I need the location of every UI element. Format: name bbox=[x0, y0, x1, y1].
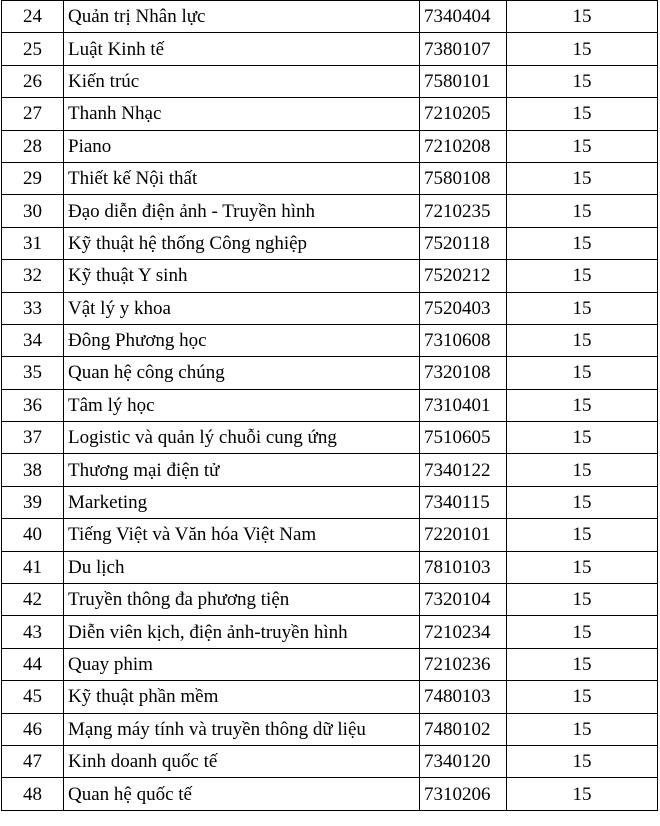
score-cell: 15 bbox=[507, 778, 658, 810]
row-number-cell: 39 bbox=[2, 486, 64, 518]
row-number-cell: 35 bbox=[2, 357, 64, 389]
table-body bbox=[2, 1, 658, 811]
major-code-cell: 7320104 bbox=[420, 584, 507, 616]
major-code-cell: 7220101 bbox=[420, 519, 507, 551]
row-number-cell: 26 bbox=[2, 65, 64, 97]
major-code-cell: 7520118 bbox=[420, 227, 507, 259]
major-code-cell: 7340115 bbox=[420, 486, 507, 518]
major-code-cell: 7580101 bbox=[420, 65, 507, 97]
major-name-cell: Tiếng Việt và Văn hóa Việt Nam bbox=[64, 519, 420, 551]
major-code-cell: 7480103 bbox=[420, 681, 507, 713]
table-row bbox=[2, 65, 658, 97]
major-name-cell: Đông Phương học bbox=[64, 324, 420, 356]
major-code-cell: 7320108 bbox=[420, 357, 507, 389]
row-number-cell: 44 bbox=[2, 648, 64, 680]
major-code-cell: 7340120 bbox=[420, 745, 507, 777]
major-code-cell: 7810103 bbox=[420, 551, 507, 583]
table-row bbox=[2, 195, 658, 227]
major-name-cell: Diễn viên kịch, điện ảnh-truyền hình bbox=[64, 616, 420, 648]
score-cell: 15 bbox=[507, 681, 658, 713]
row-number-cell: 24 bbox=[2, 1, 64, 33]
row-number-cell: 41 bbox=[2, 551, 64, 583]
score-cell: 15 bbox=[507, 260, 658, 292]
score-cell: 15 bbox=[507, 195, 658, 227]
row-number-cell: 25 bbox=[2, 33, 64, 65]
table-row bbox=[2, 33, 658, 65]
score-cell: 15 bbox=[507, 130, 658, 162]
table-row bbox=[2, 162, 658, 194]
major-name-cell: Piano bbox=[64, 130, 420, 162]
major-code-cell: 7340122 bbox=[420, 454, 507, 486]
score-cell: 15 bbox=[507, 162, 658, 194]
table-row bbox=[2, 130, 658, 162]
major-code-cell: 7310608 bbox=[420, 324, 507, 356]
table-row bbox=[2, 745, 658, 777]
table-row bbox=[2, 98, 658, 130]
row-number-cell: 28 bbox=[2, 130, 64, 162]
major-code-cell: 7210208 bbox=[420, 130, 507, 162]
row-number-cell: 46 bbox=[2, 713, 64, 745]
score-cell: 15 bbox=[507, 292, 658, 324]
major-name-cell: Quay phim bbox=[64, 648, 420, 680]
major-name-cell: Quan hệ quốc tế bbox=[64, 778, 420, 810]
table-row bbox=[2, 324, 658, 356]
row-number-cell: 43 bbox=[2, 616, 64, 648]
table-row bbox=[2, 551, 658, 583]
score-cell: 15 bbox=[507, 65, 658, 97]
row-number-cell: 37 bbox=[2, 422, 64, 454]
score-cell: 15 bbox=[507, 422, 658, 454]
major-name-cell: Luật Kinh tế bbox=[64, 33, 420, 65]
major-code-cell: 7210236 bbox=[420, 648, 507, 680]
major-code-cell: 7510605 bbox=[420, 422, 507, 454]
row-number-cell: 32 bbox=[2, 260, 64, 292]
row-number-cell: 31 bbox=[2, 227, 64, 259]
table-row bbox=[2, 1, 658, 33]
table-row bbox=[2, 292, 658, 324]
score-cell: 15 bbox=[507, 33, 658, 65]
table-row bbox=[2, 227, 658, 259]
major-name-cell: Thương mại điện tử bbox=[64, 454, 420, 486]
score-cell: 15 bbox=[507, 616, 658, 648]
table-row bbox=[2, 713, 658, 745]
major-name-cell: Kiến trúc bbox=[64, 65, 420, 97]
table-row bbox=[2, 519, 658, 551]
row-number-cell: 38 bbox=[2, 454, 64, 486]
table-row bbox=[2, 422, 658, 454]
major-name-cell: Thanh Nhạc bbox=[64, 98, 420, 130]
row-number-cell: 45 bbox=[2, 681, 64, 713]
table-row bbox=[2, 357, 658, 389]
row-number-cell: 47 bbox=[2, 745, 64, 777]
major-code-cell: 7210234 bbox=[420, 616, 507, 648]
score-cell: 15 bbox=[507, 486, 658, 518]
major-code-cell: 7210235 bbox=[420, 195, 507, 227]
major-name-cell: Mạng máy tính và truyền thông dữ liệu bbox=[64, 713, 420, 745]
major-name-cell: Quản trị Nhân lực bbox=[64, 1, 420, 33]
table-row bbox=[2, 778, 658, 810]
table-row bbox=[2, 584, 658, 616]
major-code-cell: 7580108 bbox=[420, 162, 507, 194]
major-code-cell: 7520212 bbox=[420, 260, 507, 292]
major-name-cell: Tâm lý học bbox=[64, 389, 420, 421]
major-code-cell: 7380107 bbox=[420, 33, 507, 65]
major-code-cell: 7340404 bbox=[420, 1, 507, 33]
row-number-cell: 30 bbox=[2, 195, 64, 227]
row-number-cell: 42 bbox=[2, 584, 64, 616]
major-name-cell: Logistic và quản lý chuỗi cung ứng bbox=[64, 422, 420, 454]
major-code-cell: 7520403 bbox=[420, 292, 507, 324]
major-name-cell: Kỹ thuật phần mềm bbox=[64, 681, 420, 713]
major-name-cell: Đạo diễn điện ảnh - Truyền hình bbox=[64, 195, 420, 227]
score-cell: 15 bbox=[507, 324, 658, 356]
major-name-cell: Marketing bbox=[64, 486, 420, 518]
table-row bbox=[2, 648, 658, 680]
major-name-cell: Kỹ thuật Y sinh bbox=[64, 260, 420, 292]
major-name-cell: Thiết kế Nội thất bbox=[64, 162, 420, 194]
row-number-cell: 27 bbox=[2, 98, 64, 130]
major-code-cell: 7480102 bbox=[420, 713, 507, 745]
major-name-cell: Kỹ thuật hệ thống Công nghiệp bbox=[64, 227, 420, 259]
score-cell: 15 bbox=[507, 454, 658, 486]
major-name-cell: Kinh doanh quốc tế bbox=[64, 745, 420, 777]
major-code-cell: 7210205 bbox=[420, 98, 507, 130]
score-cell: 15 bbox=[507, 648, 658, 680]
table-row bbox=[2, 616, 658, 648]
table-row bbox=[2, 486, 658, 518]
table-row bbox=[2, 454, 658, 486]
major-name-cell: Du lịch bbox=[64, 551, 420, 583]
score-cell: 15 bbox=[507, 227, 658, 259]
score-cell: 15 bbox=[507, 357, 658, 389]
table-row bbox=[2, 389, 658, 421]
major-name-cell: Quan hệ công chúng bbox=[64, 357, 420, 389]
major-name-cell: Truyền thông đa phương tiện bbox=[64, 584, 420, 616]
major-code-cell: 7310206 bbox=[420, 778, 507, 810]
row-number-cell: 34 bbox=[2, 324, 64, 356]
row-number-cell: 40 bbox=[2, 519, 64, 551]
row-number-cell: 48 bbox=[2, 778, 64, 810]
score-cell: 15 bbox=[507, 551, 658, 583]
score-cell: 15 bbox=[507, 519, 658, 551]
major-name-cell: Vật lý y khoa bbox=[64, 292, 420, 324]
majors-score-table bbox=[1, 0, 658, 811]
major-code-cell: 7310401 bbox=[420, 389, 507, 421]
table-row bbox=[2, 260, 658, 292]
score-cell: 15 bbox=[507, 745, 658, 777]
table-row bbox=[2, 681, 658, 713]
row-number-cell: 33 bbox=[2, 292, 64, 324]
row-number-cell: 29 bbox=[2, 162, 64, 194]
score-cell: 15 bbox=[507, 584, 658, 616]
score-cell: 15 bbox=[507, 1, 658, 33]
score-cell: 15 bbox=[507, 713, 658, 745]
row-number-cell: 36 bbox=[2, 389, 64, 421]
score-cell: 15 bbox=[507, 389, 658, 421]
score-cell: 15 bbox=[507, 98, 658, 130]
